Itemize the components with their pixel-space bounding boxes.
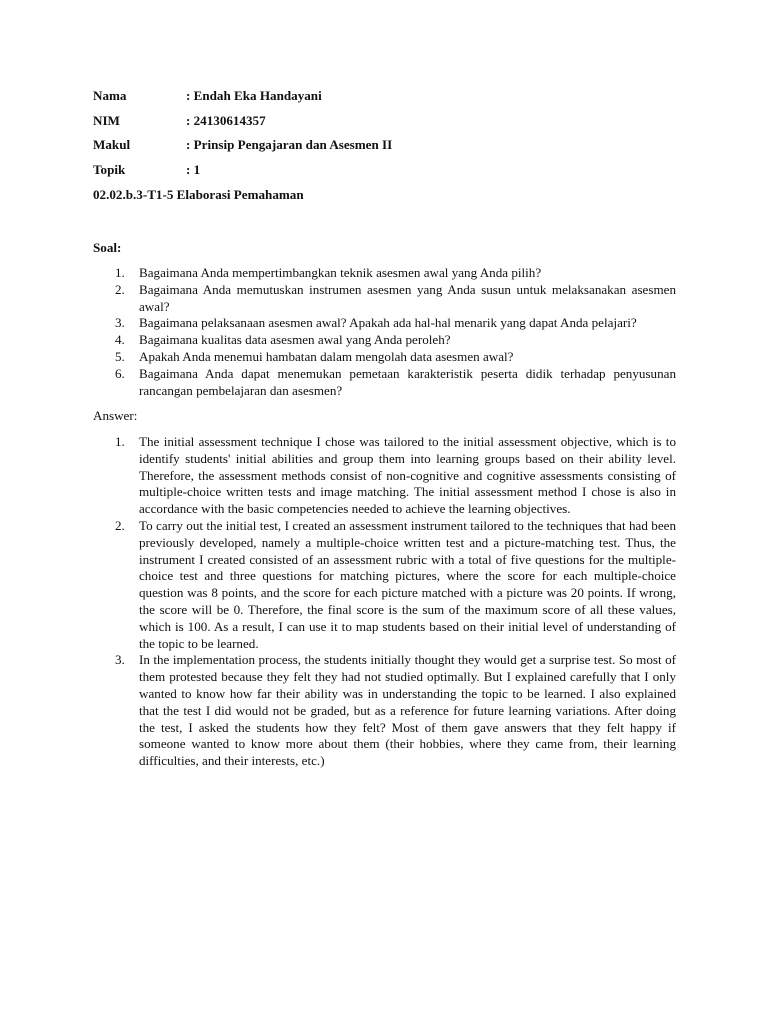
info-row-nim <box>93 112 392 137</box>
info-value: : 24130614357 <box>186 112 266 128</box>
questions-list <box>93 265 676 399</box>
info-label: Topik <box>93 161 126 177</box>
list-item <box>93 282 676 316</box>
list-item <box>93 652 676 770</box>
info-label: Nama <box>93 88 127 103</box>
info-value: : Endah Eka Handayani <box>186 88 322 103</box>
item-number: 6. <box>115 365 125 381</box>
item-text: In the implementation process, the students initially thought they would get a surprise test. So most of them protested because they felt they had not studied optimally. But I explained carefully that I only wanted to know how far their ability was in understanding the topic to be learned. I also explained that the test I did would not be graded, but as a reference for future learning variations. After doing the test, I asked the students how they felt? Most of them gave answers that they felt happy if someone wanted to know more about them (their hobbies, where they came from, their learning difficulties, and their interests, etc.) <box>139 652 676 769</box>
item-text: Bagaimana Anda mempertimbangkan teknik asesmen awal yang Anda pilih? <box>139 265 542 280</box>
info-label: Makul <box>93 137 131 152</box>
item-number: 3. <box>115 652 125 668</box>
item-text: Bagaimana pelaksanaan asesmen awal? Apakah ada hal-hal menarik yang dapat Anda pelajari? <box>139 315 637 331</box>
list-item <box>93 315 676 332</box>
answers-list <box>93 434 676 770</box>
item-number: 4. <box>115 332 125 348</box>
list-item <box>93 349 676 366</box>
info-label: NIM <box>93 112 120 128</box>
questions-heading: Soal: <box>93 240 122 255</box>
item-number: 5. <box>115 348 125 364</box>
item-number: 3. <box>115 315 125 331</box>
item-number: 1. <box>115 265 125 280</box>
item-text: The initial assessment technique I chose was tailored to the initial assessment objective, which is to identify students' initial abilities and group them into learning groups based on their ability level. Therefore, the assessment methods consist of non-cognitive and cognitive assessments consisting of multiple-choice written tests and image matching. The initial assessment method I chose is also in accordance with the basic competencies needed to achieve the learning objectives. <box>139 434 676 517</box>
info-row-makul <box>93 136 392 161</box>
info-value: : Prinsip Pengajaran dan Asesmen II <box>186 137 393 152</box>
item-text: Bagaimana Anda dapat menemukan pemetaan karakteristik peserta didik terhadap penyusunan rancangan pembelajaran dan asesmen? <box>139 365 676 398</box>
list-item <box>93 366 676 400</box>
list-item <box>93 434 676 518</box>
list-item <box>93 265 676 282</box>
list-item <box>93 518 676 652</box>
item-text: Bagaimana kualitas data asesmen awal yang Anda peroleh? <box>139 332 451 348</box>
student-info <box>93 87 392 185</box>
item-text: Apakah Anda menemui hambatan dalam mengolah data asesmen awal? <box>139 348 514 364</box>
item-number: 2. <box>115 517 125 533</box>
item-number: 1. <box>115 434 125 449</box>
item-text: Bagaimana Anda memutuskan instrumen asesmen yang Anda susun untuk melaksanakan asesmen awal? <box>139 281 676 314</box>
answer-heading: Answer: <box>93 408 138 423</box>
item-number: 2. <box>115 281 125 297</box>
info-row-topik <box>93 161 392 186</box>
list-item <box>93 332 676 349</box>
info-value: : 1 <box>186 161 201 177</box>
info-row-nama <box>93 87 392 112</box>
item-text: To carry out the initial test, I created an assessment instrument tailored to the techniques that had been previously developed, namely a multiple-choice written test and a picture-matching test. Thus, the instrument I created consisted of an assessment rubric with a total of five questions for the multiple-choice test and three questions for matching pictures, where the score for each multiple-choice question was 8 points, and the score for each picture matched with a picture was 20 points. If wrong, the score will be 0. Therefore, the final score is the sum of the maximum score of all these values, which is 100. As a result, I can use it to map students based on their initial level of understanding of the topic to be learned. <box>139 517 676 651</box>
assignment-code: 02.02.b.3-T1-5 Elaborasi Pemahaman <box>93 187 304 202</box>
